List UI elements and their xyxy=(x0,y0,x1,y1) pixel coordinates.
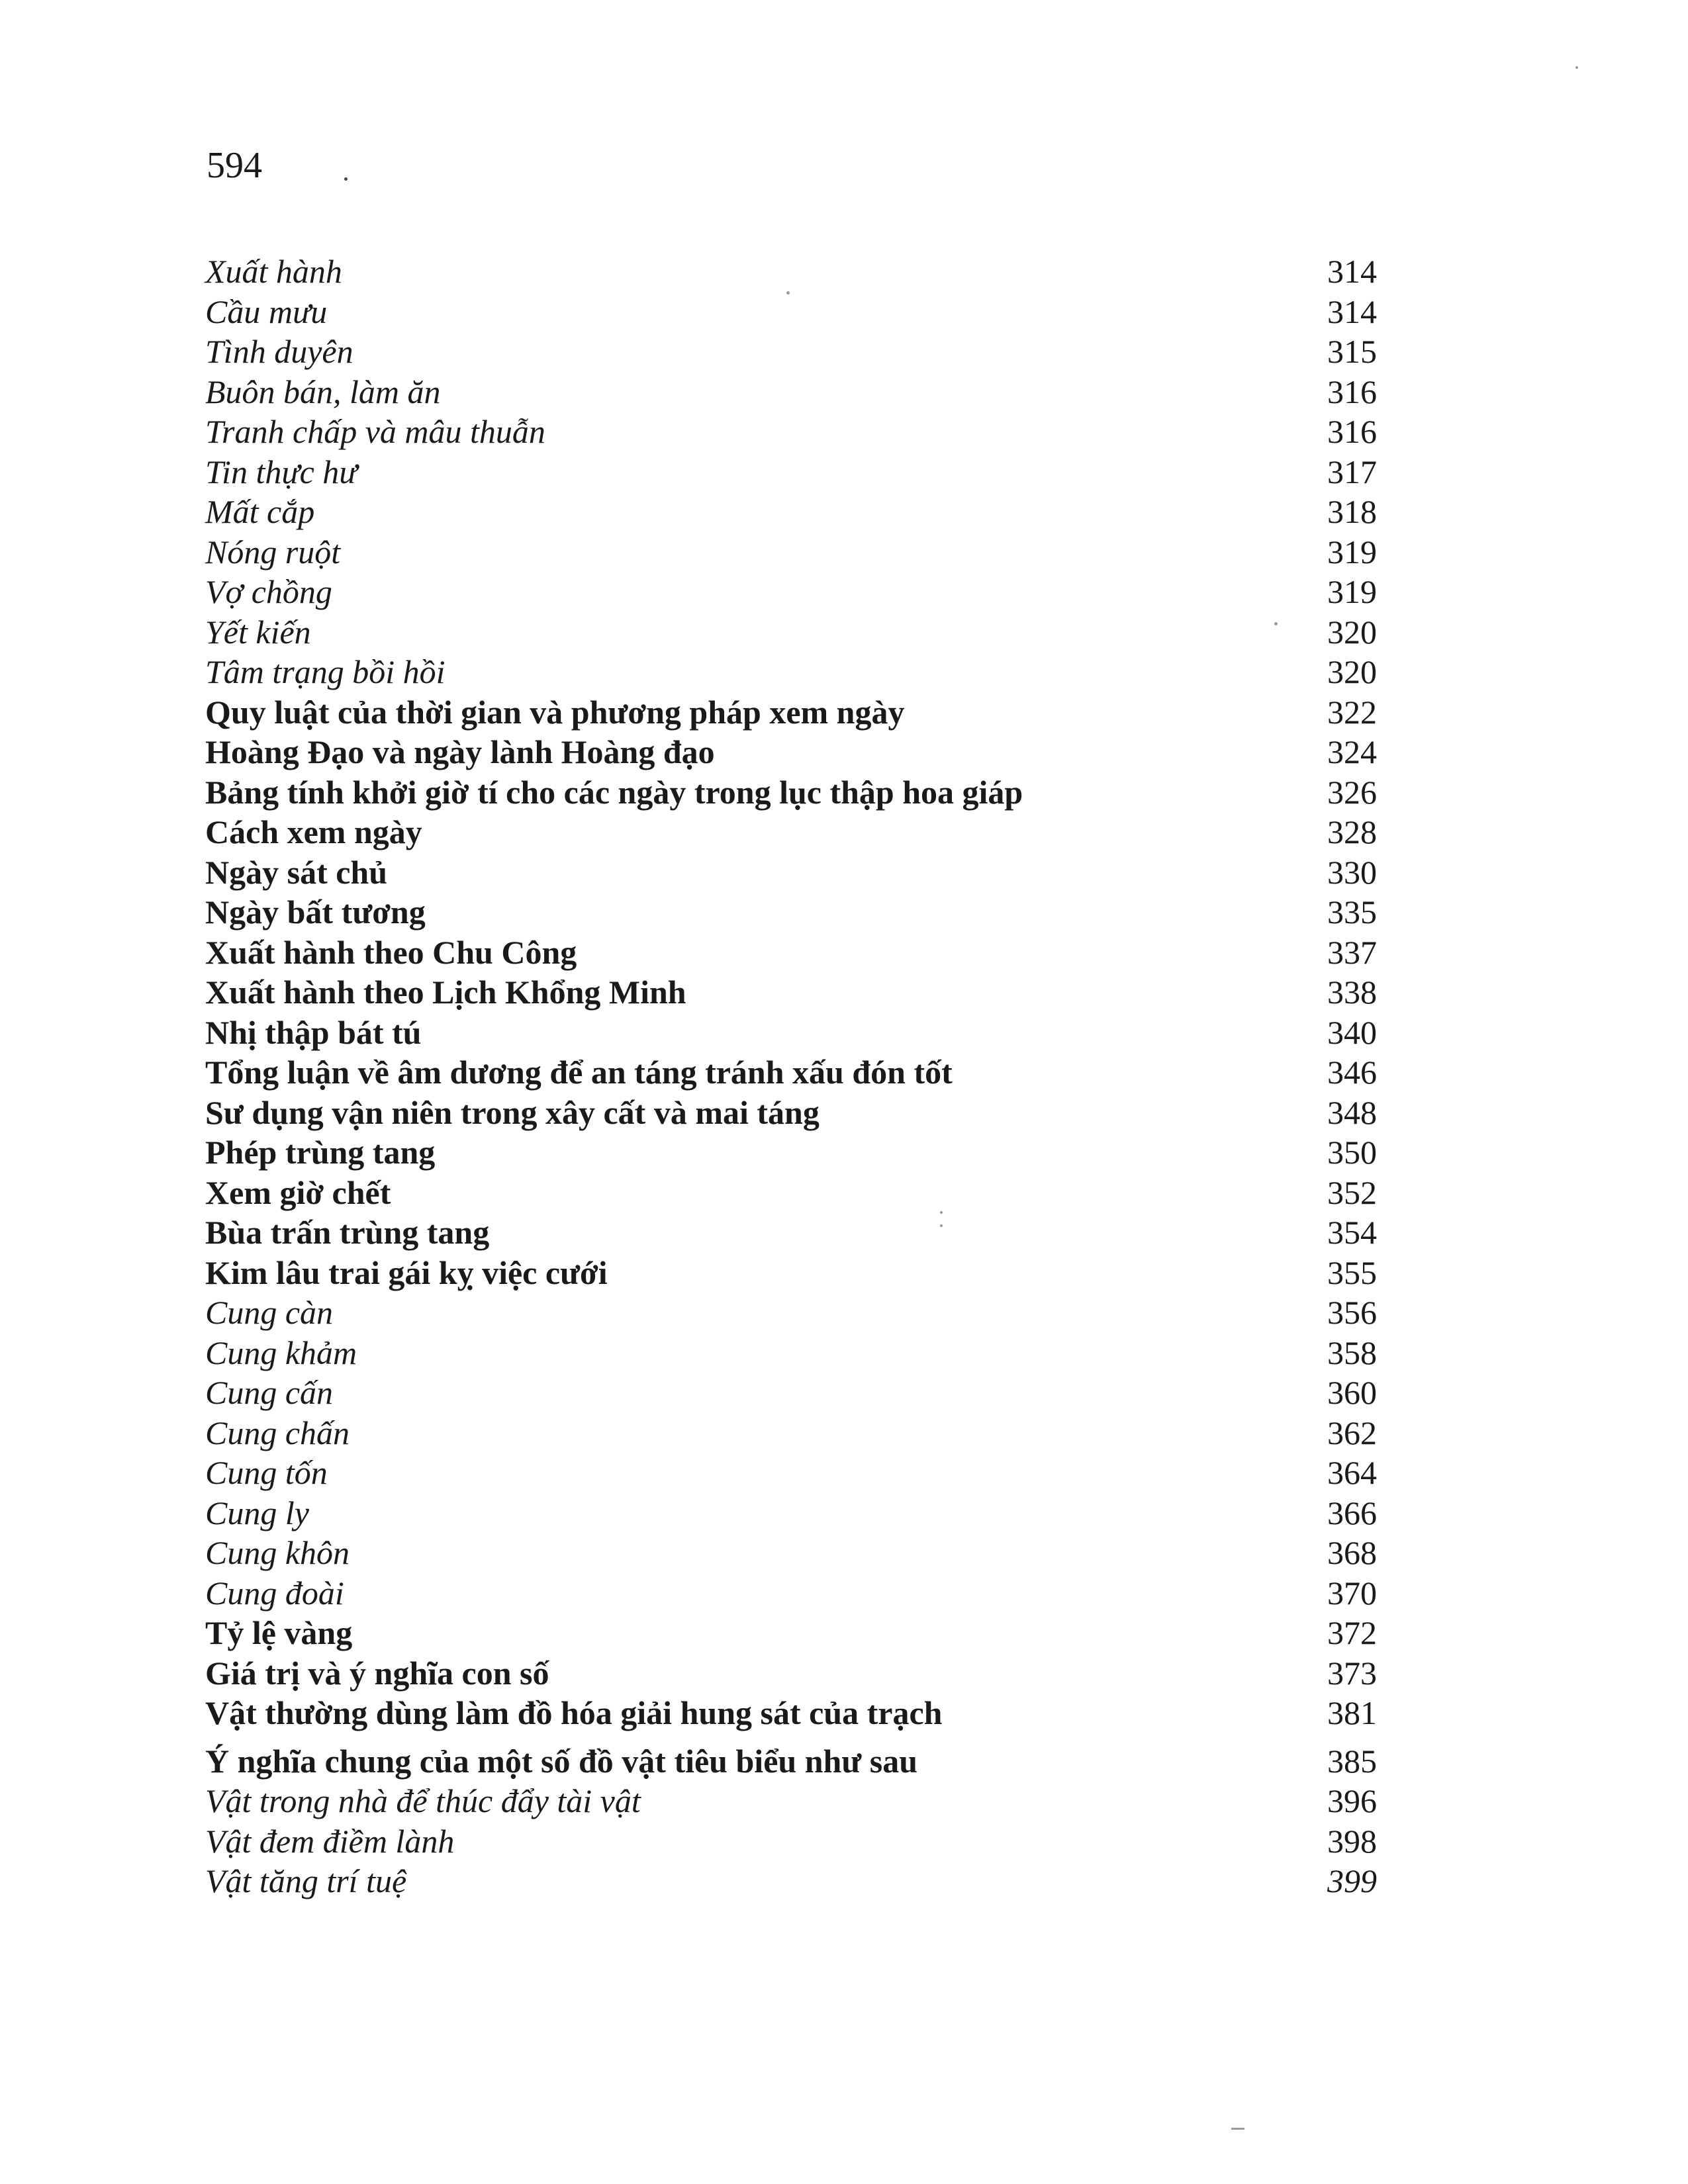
toc-entry-title: Ý nghĩa chung của một số đồ vật tiêu biểu như sau xyxy=(205,1742,918,1780)
toc-entry xyxy=(199,1173,1377,1213)
toc-entry xyxy=(199,292,1377,332)
toc-entry-page: 322 xyxy=(1327,693,1377,731)
toc-entry xyxy=(199,1653,1377,1694)
toc-entry-title: Bùa trấn trùng tang xyxy=(205,1214,490,1251)
toc-entry-title: Xuất hành xyxy=(205,253,342,291)
toc-entry xyxy=(199,1613,1377,1653)
toc-entry-title: Cung ly xyxy=(205,1494,309,1531)
toc-entry xyxy=(199,1293,1377,1333)
toc-entry-page: 316 xyxy=(1327,373,1377,410)
toc-entry xyxy=(199,412,1377,452)
toc-entry-page: 362 xyxy=(1327,1414,1377,1451)
toc-entry xyxy=(199,933,1377,973)
scan-speck xyxy=(786,291,790,295)
toc-entry xyxy=(199,332,1377,372)
toc-entry-page: 360 xyxy=(1327,1374,1377,1412)
toc-entry-title: Xuất hành theo Chu Công xyxy=(205,933,577,971)
scan-speck xyxy=(940,1211,943,1214)
toc-entry-title: Tin thực hư xyxy=(205,453,357,490)
toc-entry xyxy=(199,1861,1377,1901)
toc-entry xyxy=(199,1693,1377,1733)
toc-entry-page: 348 xyxy=(1327,1093,1377,1131)
toc-entry-page: 364 xyxy=(1327,1454,1377,1492)
toc-entry-page: 315 xyxy=(1327,333,1377,371)
toc-entry-page: 358 xyxy=(1327,1334,1377,1371)
toc-entry-title: Giá trị và ý nghĩa con số xyxy=(205,1654,549,1692)
toc-entry xyxy=(199,532,1377,572)
toc-entry-page: 385 xyxy=(1327,1742,1377,1780)
toc-entry-page: 350 xyxy=(1327,1134,1377,1171)
toc-entry xyxy=(199,812,1377,852)
toc-entry-title: Quy luật của thời gian và phương pháp xem ngày xyxy=(205,693,905,731)
scan-speck xyxy=(1274,622,1278,625)
table-of-contents xyxy=(199,251,1377,1901)
toc-entry-title: Sư dụng vận niên trong xây cất và mai táng xyxy=(205,1093,820,1131)
toc-entry-title: Phép trùng tang xyxy=(205,1134,436,1171)
toc-entry-page: 317 xyxy=(1327,453,1377,490)
toc-entry-title: Cung tốn xyxy=(205,1454,328,1492)
toc-entry-page: 318 xyxy=(1327,493,1377,531)
toc-entry-page: 368 xyxy=(1327,1534,1377,1572)
toc-entry-page: 314 xyxy=(1327,293,1377,330)
toc-entry-title: Tâm trạng bồi hồi xyxy=(205,653,445,691)
toc-entry-title: Vật tăng trí tuệ xyxy=(205,1862,407,1900)
toc-entry-title: Cung đoài xyxy=(205,1574,344,1612)
toc-entry-page: 324 xyxy=(1327,733,1377,771)
toc-entry xyxy=(199,1132,1377,1173)
toc-entry-title: Vật đem điềm lành xyxy=(205,1822,455,1860)
toc-entry-page: 399 xyxy=(1327,1862,1377,1900)
toc-entry-title: Cầu mưu xyxy=(205,293,328,330)
toc-entry-page: 356 xyxy=(1327,1294,1377,1332)
scan-speck xyxy=(940,1224,943,1227)
toc-entry-title: Yết kiến xyxy=(205,613,311,651)
toc-entry-title: Mất cắp xyxy=(205,493,315,531)
toc-entry-page: 328 xyxy=(1327,813,1377,851)
toc-entry-page: 370 xyxy=(1327,1574,1377,1612)
toc-entry xyxy=(199,692,1377,733)
toc-entry xyxy=(199,1533,1377,1573)
toc-entry xyxy=(199,852,1377,893)
toc-entry-page: 373 xyxy=(1327,1654,1377,1692)
toc-entry-title: Nóng ruột xyxy=(205,533,341,570)
toc-entry-page: 352 xyxy=(1327,1173,1377,1211)
toc-entry-title: Vật thường dùng làm đồ hóa giải hung sát của trạch xyxy=(205,1694,943,1732)
toc-entry-title: Ngày sát chủ xyxy=(205,853,388,891)
toc-entry-title: Vật trong nhà để thúc đẩy tài vật xyxy=(205,1782,641,1820)
toc-entry-page: 316 xyxy=(1327,413,1377,451)
toc-entry-page: 354 xyxy=(1327,1214,1377,1251)
toc-entry-page: 398 xyxy=(1327,1822,1377,1860)
toc-entry xyxy=(199,972,1377,1013)
toc-entry xyxy=(199,492,1377,532)
toc-entry-page: 326 xyxy=(1327,773,1377,811)
toc-entry-page: 337 xyxy=(1327,933,1377,971)
toc-entry-title: Hoàng Đạo và ngày lành Hoàng đạo xyxy=(205,733,715,771)
toc-entry xyxy=(199,772,1377,813)
toc-entry xyxy=(199,612,1377,653)
scan-speck xyxy=(1231,2128,1244,2130)
toc-entry-title: Cung cấn xyxy=(205,1374,334,1412)
page-number: 594 xyxy=(207,145,262,186)
toc-entry-page: 381 xyxy=(1327,1694,1377,1732)
toc-entry-title: Tổng luận về âm dương để an táng tránh xấu đón tốt xyxy=(205,1054,953,1091)
toc-entry xyxy=(199,572,1377,612)
toc-entry xyxy=(199,1573,1377,1614)
toc-entry xyxy=(199,1413,1377,1453)
toc-entry xyxy=(199,1052,1377,1093)
toc-entry-page: 355 xyxy=(1327,1253,1377,1291)
toc-entry-title: Xuất hành theo Lịch Khổng Minh xyxy=(205,974,686,1011)
toc-entry-title: Cách xem ngày xyxy=(205,813,422,851)
toc-entry-title: Buôn bán, làm ăn xyxy=(205,373,441,410)
toc-entry-title: Cung càn xyxy=(205,1294,334,1332)
toc-entry-page: 346 xyxy=(1327,1054,1377,1091)
toc-entry-page: 340 xyxy=(1327,1013,1377,1051)
toc-entry-page: 320 xyxy=(1327,613,1377,651)
toc-entry-title: Cung chấn xyxy=(205,1414,350,1451)
toc-entry-page: 319 xyxy=(1327,533,1377,570)
toc-entry xyxy=(199,1212,1377,1253)
toc-entry-page: 338 xyxy=(1327,974,1377,1011)
toc-entry-page: 366 xyxy=(1327,1494,1377,1531)
toc-entry-page: 319 xyxy=(1327,573,1377,611)
toc-entry-title: Bảng tính khởi giờ tí cho các ngày trong lục thập hoa giáp xyxy=(205,773,1023,811)
toc-entry-title: Vợ chồng xyxy=(205,573,332,611)
toc-entry xyxy=(199,372,1377,412)
toc-entry-page: 372 xyxy=(1327,1614,1377,1652)
toc-entry xyxy=(199,1741,1377,1782)
toc-entry xyxy=(199,652,1377,692)
toc-entry-title: Xem giờ chết xyxy=(205,1173,391,1211)
scan-speck xyxy=(1575,66,1578,69)
toc-entry xyxy=(199,1781,1377,1821)
toc-entry xyxy=(199,1253,1377,1293)
toc-entry-page: 314 xyxy=(1327,253,1377,291)
toc-entry xyxy=(199,452,1377,492)
toc-entry-title: Cung khảm xyxy=(205,1334,357,1371)
toc-entry xyxy=(199,251,1377,292)
toc-entry-title: Cung khôn xyxy=(205,1534,350,1572)
toc-entry-title: Kim lâu trai gái kỵ việc cưới xyxy=(205,1253,608,1291)
toc-entry xyxy=(199,1373,1377,1413)
toc-entry xyxy=(199,732,1377,772)
toc-entry-title: Ngày bất tương xyxy=(205,893,426,931)
toc-entry-page: 330 xyxy=(1327,853,1377,891)
toc-entry-title: Tỷ lệ vàng xyxy=(205,1614,353,1652)
toc-entry xyxy=(199,1493,1377,1533)
toc-entry-page: 396 xyxy=(1327,1782,1377,1820)
toc-entry-title: Tranh chấp và mâu thuẫn xyxy=(205,413,545,451)
toc-entry xyxy=(199,1093,1377,1133)
toc-entry xyxy=(199,1013,1377,1053)
toc-entry xyxy=(199,1821,1377,1862)
toc-entry xyxy=(199,892,1377,933)
stray-mark xyxy=(344,177,348,181)
toc-entry xyxy=(199,1453,1377,1493)
toc-entry-title: Nhị thập bát tú xyxy=(205,1013,422,1051)
toc-entry-page: 335 xyxy=(1327,893,1377,931)
toc-entry xyxy=(199,1333,1377,1373)
toc-entry-title: Tình duyên xyxy=(205,333,353,371)
toc-entry-page: 320 xyxy=(1327,653,1377,691)
